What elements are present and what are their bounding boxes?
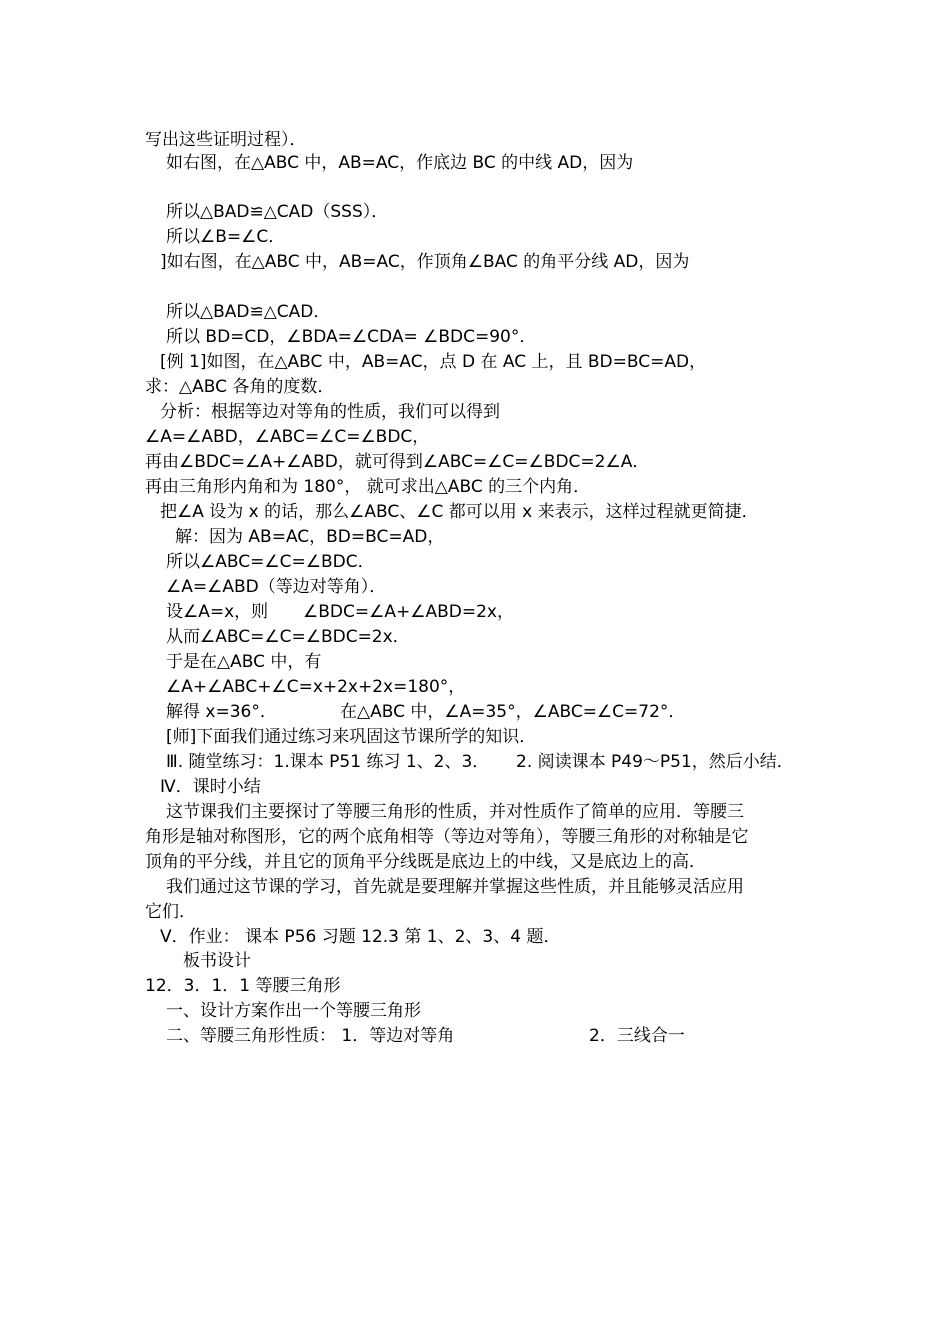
text-line: 从而∠ABC=∠C=∠BDC=2x． xyxy=(166,627,410,647)
text-line: 我们通过这节课的学习，首先就是要理解并掌握这些性质，并且能够灵活应用 xyxy=(166,877,744,897)
text-line: 写出这些证明过程）． xyxy=(145,130,307,150)
text-line: 解：因为 AB=AC，BD=BC=AD， xyxy=(175,527,445,547)
text-line: ∠A+∠ABC+∠C=x+2x+2x=180°， xyxy=(166,677,466,697)
text-line: 角形是轴对称图形，它的两个底角相等（等边对等角），等腰三角形的对称轴是它 xyxy=(145,827,749,847)
text-line: 设∠A=x，则 xyxy=(166,602,269,622)
text-line: 所以△BAD≌△CAD（SSS）． xyxy=(166,202,389,222)
text-line: 解得 x=36°． xyxy=(166,702,277,722)
text-line: 12．3．1．1 等腰三角形 xyxy=(145,976,341,996)
text-line: ∠BDC=∠A+∠ABD=2x， xyxy=(303,602,514,622)
text-line: 分析：根据等边对等角的性质，我们可以得到 xyxy=(160,402,500,422)
text-line: ∠A=∠ABD，∠ABC=∠C=∠BDC， xyxy=(145,427,430,447)
text-line: 一、设计方案作出一个等腰三角形 xyxy=(166,1001,421,1021)
text-line: 这节课我们主要探讨了等腰三角形的性质，并对性质作了简单的应用．等腰三 xyxy=(166,802,744,822)
text-line: 求：△ABC 各角的度数． xyxy=(145,377,335,397)
text-line: 所以∠ABC=∠C=∠BDC． xyxy=(166,552,375,572)
text-line: ∠A=∠ABD（等边对等角）． xyxy=(166,577,387,597)
text-line: 再由∠BDC=∠A+∠ABD，就可得到∠ABC=∠C=∠BDC=2∠A． xyxy=(145,452,650,472)
text-line: 它们． xyxy=(145,902,196,922)
text-line: 把∠A 设为 x 的话，那么∠ABC、∠C 都可以用 x 来表示，这样过程就更简捷． xyxy=(160,502,759,522)
text-line: 所以 BD=CD，∠BDA=∠CDA= ∠BDC=90°． xyxy=(166,327,537,347)
text-line: 所以△BAD≌△CAD． xyxy=(166,302,331,322)
text-line: 在△ABC 中，∠A=35°，∠ABC=∠C=72°． xyxy=(340,702,686,722)
text-line: 二、等腰三角形性质： 1．等边对等角 xyxy=(166,1026,455,1046)
text-line: ]如右图，在△ABC 中，AB=AC，作顶角∠BAC 的角平分线 AD，因为 xyxy=(160,252,690,272)
text-line: 顶角的平分线，并且它的顶角平分线既是底边上的中线，又是底边上的高． xyxy=(145,852,706,872)
text-line: Ⅴ．作业： 课本 P56 习题 12.3 第 1、2、3、4 题． xyxy=(160,927,561,947)
text-line: 所以∠B=∠C． xyxy=(166,227,286,247)
text-line: Ⅳ．课时小结 xyxy=(160,777,261,797)
text-line: 再由三角形内角和为 180°， 就可求出△ABC 的三个内角． xyxy=(145,477,591,497)
text-line: [例 1]如图，在△ABC 中，AB=AC，点 D 在 AC 上，且 BD=BC=AD， xyxy=(160,352,707,372)
text-line: 如右图，在△ABC 中，AB=AC，作底边 BC 的中线 AD，因为 xyxy=(166,153,634,173)
text-line: 板书设计 xyxy=(183,951,251,971)
text-line: [师]下面我们通过练习来巩固这节课所学的知识． xyxy=(166,727,537,747)
text-line: 2. 阅读课本 P49～P51，然后小结． xyxy=(516,752,794,772)
text-line: 2．三线合一 xyxy=(589,1026,685,1046)
text-line: Ⅲ. 随堂练习：1.课本 P51 练习 1、2、3． xyxy=(166,752,490,772)
text-line: 于是在△ABC 中，有 xyxy=(166,652,322,672)
